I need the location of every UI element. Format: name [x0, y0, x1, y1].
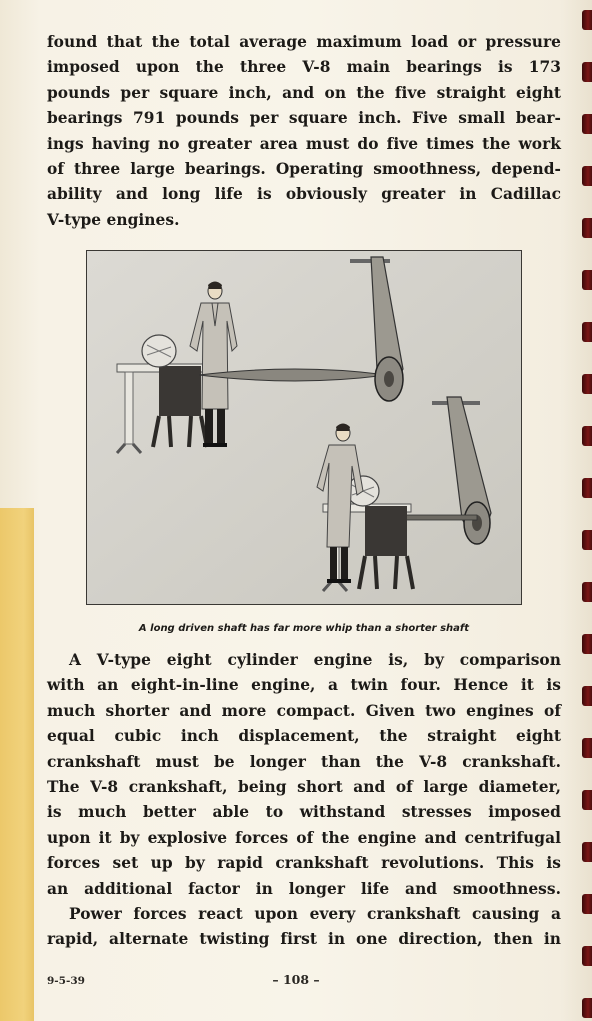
text-line: forces set up by rapid crankshaft revolutions. This is — [47, 854, 561, 873]
text-line: ings having no greater area must do five times the work — [47, 134, 561, 153]
spiral-binding — [578, 0, 592, 1021]
binding-ring — [582, 114, 592, 134]
text-line: equal cubic inch displacement, the straight eight — [47, 727, 561, 746]
paragraph-2 — [47, 648, 561, 953]
binding-ring — [582, 374, 592, 394]
binding-ring — [582, 478, 592, 498]
binding-ring — [582, 530, 592, 550]
binding-ring — [582, 894, 592, 914]
text-line: is much better able to withstand stresses imposed — [47, 803, 561, 822]
binding-ring — [582, 998, 592, 1018]
figure-caption: A long driven shaft has far more whip than a shorter shaft — [138, 623, 470, 634]
text-line: upon it by explosive forces of the engine and centrifugal — [47, 828, 561, 847]
text-line: A V-type eight cylinder engine is, by comparison — [69, 651, 561, 669]
page-number: – 108 – — [272, 972, 320, 987]
text-line: found that the total average maximum load or pressure — [47, 33, 561, 51]
text-line: much shorter and more compact. Given two engines of — [47, 701, 561, 720]
text-line: rapid, alternate twisting first in one direction, then in — [47, 930, 561, 949]
text-line: an additional factor in longer life and smoothness. — [47, 879, 561, 898]
text-line: pounds per square inch, and on the five straight eight — [47, 83, 561, 102]
page-edge-tab — [0, 508, 34, 1021]
binding-ring — [582, 218, 592, 238]
binding-ring — [582, 322, 592, 342]
binding-ring — [582, 634, 592, 654]
binding-ring — [582, 10, 592, 30]
binding-ring — [582, 790, 592, 810]
shaft-whip-illustration — [86, 250, 522, 605]
text-line: V-type engines. — [47, 210, 180, 229]
binding-ring — [582, 738, 592, 758]
binding-ring — [582, 686, 592, 706]
binding-ring — [582, 270, 592, 290]
binding-ring — [582, 62, 592, 82]
binding-ring — [582, 842, 592, 862]
text-line: of three large bearings. Operating smoothness, depend- — [47, 160, 561, 179]
binding-ring — [582, 426, 592, 446]
binding-ring — [582, 582, 592, 602]
text-line: ability and long life is obviously greater in Cadillac — [47, 185, 561, 204]
binding-ring — [582, 166, 592, 186]
text-line: with an eight-in-line engine, a twin four. Hence it is — [47, 676, 561, 695]
text-line: bearings 791 pounds per square inch. Five small bear- — [47, 109, 561, 128]
text-line: imposed upon the three V-8 main bearings is 173 — [47, 58, 561, 77]
binding-ring — [582, 946, 592, 966]
date-code: 9-5-39 — [47, 975, 85, 987]
text-line: Power forces react upon every crankshaft causing a — [69, 905, 561, 924]
text-line: The V-8 crankshaft, being short and of large diameter, — [47, 778, 561, 797]
text-line: crankshaft must be longer than the V-8 crankshaft. — [47, 752, 561, 771]
paragraph-1 — [47, 30, 561, 233]
